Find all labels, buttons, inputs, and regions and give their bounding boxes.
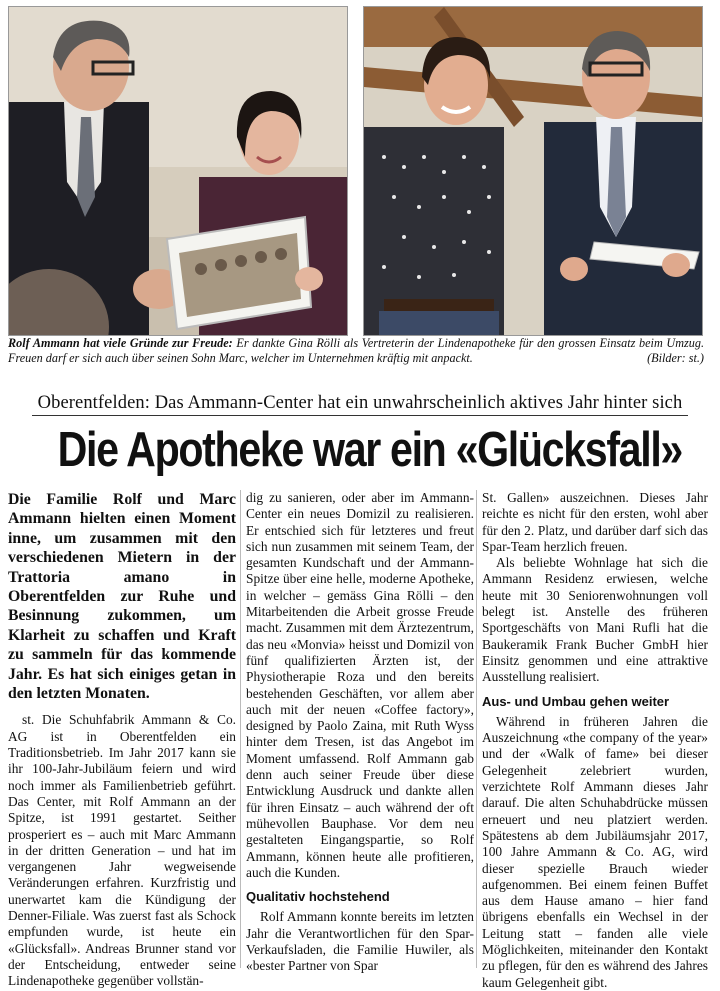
column-divider — [240, 490, 241, 968]
photo-marc-and-rolf — [363, 6, 703, 336]
article-paragraph: Als beliebte Wohnlage hat sich die Ammann Residenz erwiesen, welche heute mit 30 Seniorenwohnungen voll belegt ist. Anstelle des früheren Sportgeschäfts von Mani Rufli hat die Baukeramik Frank Bucher GmbH hier Einsitz genommen und eine attraktive Ausstellung realisiert. — [482, 555, 708, 685]
article-paragraph: dig zu sanieren, oder aber im Ammann-Center ein neues Domizil zu realisieren. Er entschied sich für letzteres und freut sich nun zusammen mit seinem Team, der gesamten Kundschaft und der Ammann-Spitze über eine helle, moderne Apotheke, in welcher – gemäss Gina Rölli – den Mitarbeitenden die Arbeit grosse Freude macht. Zusammen mit dem Ärztezentrum, das neu «Monvia» heisst und Domizil von fünf qualifizierten Ärzten ist, der Physiotherapie Roza und den bereits bestehenden Geschäften, vor allem aber auch mit der neuen «Coffee factory», designed by Paolo Zaina, mit Ruth Wyss hinter dem Tresen, ist das Angebot im Moment umfassend. Rolf Ammann gab denn auch seiner Freude über diese Entwicklung Ausdruck und dankte allen für ihren Einsatz – auch während der oft mühevollen Bauphase. Vor dem neu gestalteten Eingangspartie, so Rolf Ammann, können heute alle profitieren, auch die Kunden. — [246, 490, 474, 880]
article-column-1 — [8, 490, 236, 990]
photo-left-illustration — [9, 7, 347, 335]
article-subhead: Qualitativ hochstehend — [246, 889, 390, 905]
article-paragraph: Rolf Ammann konnte bereits im letzten Jahr die Verantwortlichen für den Spar-Verkaufsladen, die Familie Huwiler, als «bester Partner von Spar — [246, 909, 474, 974]
photo-credit: (Bilder: st.) — [647, 351, 704, 365]
photo-caption — [8, 336, 704, 366]
article-column-2 — [246, 490, 474, 975]
headline: Die Apotheke war ein «Glücksfall» — [57, 423, 682, 477]
kicker-container — [0, 393, 720, 416]
photo-right-illustration — [364, 7, 702, 335]
caption-text: Er dankte Gina Rölli als Vertreterin der Lindenapotheke für den grossen Einsatz beim Umzug. Freuen darf er sich auch über seinen Sohn Marc, welcher im Unternehmen kräftig mit anpackt. — [8, 336, 704, 365]
article-paragraph: St. Gallen» auszeichnen. Dieses Jahr reichte es nicht für den ersten, wohl aber für den 2. Platz, und darüber darf sich das Spar-Team herzlich freuen. — [482, 490, 708, 554]
column-divider — [476, 490, 477, 968]
article-paragraph: st. Die Schuhfabrik Ammann & Co. AG ist in Oberentfelden ein Traditionsbetrieb. Im Jahr 2017 kann sie ihr 100-Jahr-Jubiläum feiern und wird noch immer als Familienbetrieb geführt. Das Center, mit Rolf Ammann an der Spitze, ist 1991 gestartet. Seither prosperiert es – auch mit Marc Ammann in der dritten Generation – und hat im vergangenen Jahr wegweisende Veränderungen erfahren. Kurzfristig und unerwartet kam die Kündigung der Denner-Filiale. Was zuerst fast als Schock empfunden wurde, ist heute ein «Glücksfall». Andreas Brunner stand vor der Entscheidung, entweder seine Lindenapotheke gegenüber vollstän- — [8, 712, 236, 989]
photo-rolf-and-gina — [8, 6, 348, 336]
article-column-3 — [482, 490, 708, 991]
article-paragraph: Während in früheren Jahren die Auszeichnung «the company of the year» und der «Walk of fame» bei dieser Gelegenheit zelebriert wurden, verzichtete Rolf Ammann dieses Jahr darauf. Die alten Schuhabdrücke müssen erneuert und neu platziert werden. Spätestens ab dem Jubiläumsjahr 2017, 100 Jahre Ammann & Co. AG, wird dieser spezielle Brauch wieder aufgenommen. Bei einem feinen Buffet aus dem Hause amano – hier fand übrigens ebenfalls ein Wechsel in der Leitung statt – fanden alle viele Möglichkeiten, miteinander den Kontakt zu pflegen, für den es während des Jahres kaum Gelegenheit gibt. — [482, 713, 708, 990]
article-intro: Die Familie Rolf und Marc Ammann hielten einen Moment inne, um zusammen mit den verschiedenen Mietern in der Trattoria amano in Oberentfelden zur Ruhe und Besinnung zukommen, um Klarheit zu schaffen und Kraft zu sammeln für das kommende Jahr. Es hat sich einiges getan in den letzten Monaten. — [8, 491, 236, 703]
kicker-line: Oberentfelden: Das Ammann-Center hat ein unwahrscheinlich aktives Jahr hinter sich — [32, 393, 689, 416]
article-subhead: Aus- und Umbau gehen weiter — [482, 693, 670, 709]
caption-lead: Rolf Ammann hat viele Gründe zur Freude: — [8, 336, 233, 350]
